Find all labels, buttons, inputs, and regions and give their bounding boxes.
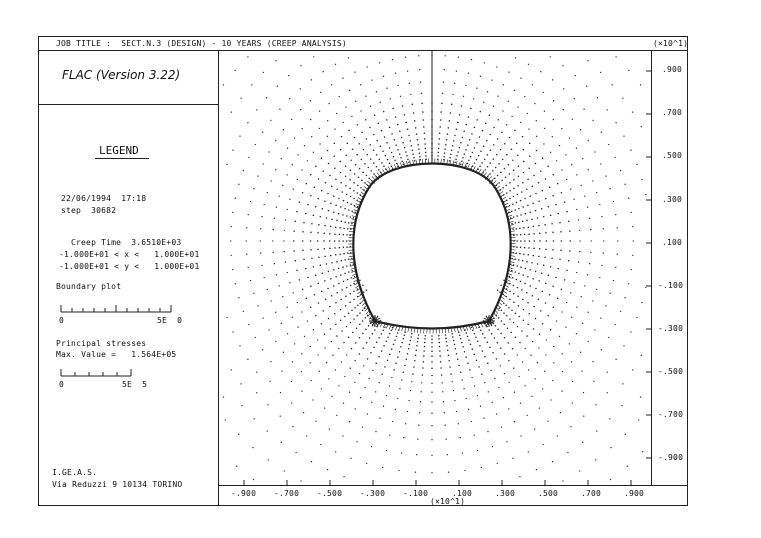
stress-plot: [219, 51, 651, 485]
y-scale-label: (×10^1): [653, 39, 689, 48]
stress-scale-bar: [60, 366, 135, 378]
y-tick-label: .900: [662, 65, 683, 74]
principal-stresses-label: Principal stresses: [56, 339, 147, 348]
x-tick-label: -.100: [403, 489, 429, 498]
x-tick-label: .100: [452, 489, 473, 498]
axis-ticks: [244, 71, 651, 485]
x-tick-label: .900: [624, 489, 645, 498]
x-tick-label: .700: [581, 489, 602, 498]
y-tick-label: .500: [662, 151, 683, 160]
organization: I.GE.A.S.: [52, 468, 98, 477]
y-tick-label: -.700: [658, 410, 684, 419]
x-range: -1.000E+01 < x < 1.000E+01: [59, 250, 200, 259]
creep-time: Creep Time 3.6510E+03: [71, 238, 182, 247]
x-tick-label: -.700: [274, 489, 300, 498]
lining-hatch: [348, 159, 515, 334]
stress-dot-field: [223, 55, 647, 482]
legend-step: step 30682: [61, 206, 117, 215]
y-tick-label: -.100: [658, 281, 684, 290]
x-tick-label: -.500: [317, 489, 343, 498]
corner-stress-concentration: [369, 315, 381, 327]
x-axis-divider: [218, 485, 688, 486]
y-tick-label: -.500: [658, 367, 684, 376]
y-tick-label: -.300: [658, 324, 684, 333]
x-tick-label: -.900: [231, 489, 257, 498]
legend-title: LEGEND: [99, 144, 139, 157]
y-tick-label: .700: [662, 108, 683, 117]
legend-underline: [95, 158, 149, 159]
title-divider: [38, 104, 218, 105]
software-title: FLAC (Version 3.22): [62, 68, 181, 82]
address: Via Reduzzi 9 10134 TORINO: [52, 480, 183, 489]
stress-scale-max: 5E 5: [122, 380, 148, 389]
x-scale-label: (×10^1): [430, 497, 466, 506]
stress-scale-min: 0: [59, 380, 65, 389]
job-title: JOB TITLE : SECT.N.3 (DESIGN) - 10 YEARS (CREEP ANALYSIS): [56, 39, 347, 48]
y-axis-divider: [651, 50, 652, 486]
y-tick-label: .300: [662, 195, 683, 204]
boundary-plot-label: Boundary plot: [56, 282, 122, 291]
y-range: -1.000E+01 < y < 1.000E+01: [59, 262, 200, 271]
y-tick-label: .100: [662, 238, 683, 247]
stress-max-value: Max. Value = 1.564E+05: [56, 350, 177, 359]
tunnel-lining: [353, 164, 510, 329]
boundary-scale-min: 0: [59, 316, 65, 325]
boundary-scale-max: 5E 0: [157, 316, 183, 325]
y-tick-label: -.900: [658, 453, 684, 462]
boundary-scale-bar: [60, 302, 175, 314]
x-tick-label: .500: [538, 489, 559, 498]
x-tick-label: -.300: [360, 489, 386, 498]
legend-date: 22/06/1994 17:18: [61, 194, 147, 203]
x-tick-label: .300: [495, 489, 516, 498]
